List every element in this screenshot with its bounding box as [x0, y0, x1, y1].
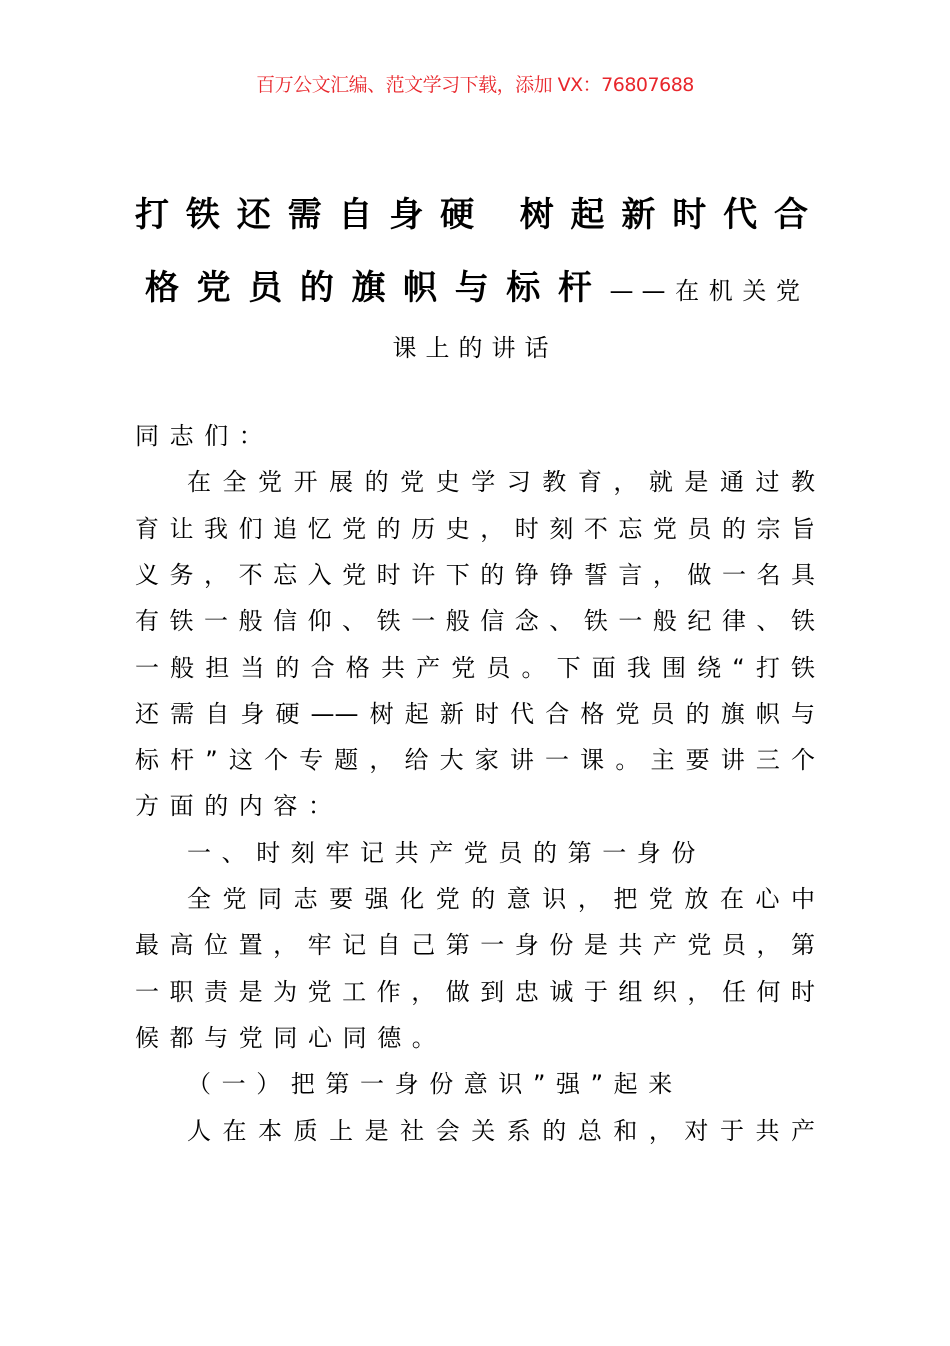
body-line: 人在本质上是社会关系的总和，对于共产	[187, 1116, 815, 1145]
body-line: 义务，不忘入党时许下的铮铮誓言，做一名具	[135, 560, 815, 589]
body-line: 标杆”这个专题，给大家讲一课。主要讲三个	[135, 746, 815, 775]
body-line: 在全党开展的党史学习教育，就是通过教	[187, 468, 815, 497]
body-line: 同志们：	[135, 422, 274, 450]
title-line-2-bold: 格党员的旗帜与标杆	[145, 268, 610, 308]
body-line: （一）把第一身份意识”强”起来	[187, 1070, 683, 1099]
title-line-1: 打铁还需自身硬 树起新时代合	[135, 195, 808, 235]
body-line: 还需自身硬——树起新时代合格党员的旗帜与	[135, 699, 815, 728]
title-line-2	[145, 267, 808, 315]
body-line: 全党同志要强化党的意识，把党放在心中	[187, 885, 815, 913]
body-line: 一般担当的合格共产党员。下面我围绕“打铁	[135, 653, 815, 682]
header-watermark: 百万公文汇编、范文学习下载，添加 VX：76807688	[256, 74, 694, 96]
title-line-2-subtitle: ——在机关党	[609, 277, 809, 305]
title-line-3: 课上的讲话	[392, 334, 558, 362]
body-line: 方面的内容：	[135, 792, 343, 821]
body-line: 一、时刻牢记共产党员的第一身份	[187, 838, 706, 867]
body-line: 最高位置，牢记自己第一身份是共产党员，第	[135, 931, 815, 960]
body-line: 有铁一般信仰、铁一般信念、铁一般纪律、铁	[135, 607, 815, 636]
body-line: 育让我们追忆党的历史，时刻不忘党员的宗旨	[135, 514, 815, 543]
body-line: 一职责是为党工作，做到忠诚于组织，任何时	[135, 977, 815, 1006]
body-line: 候都与党同心同德。	[135, 1023, 447, 1052]
